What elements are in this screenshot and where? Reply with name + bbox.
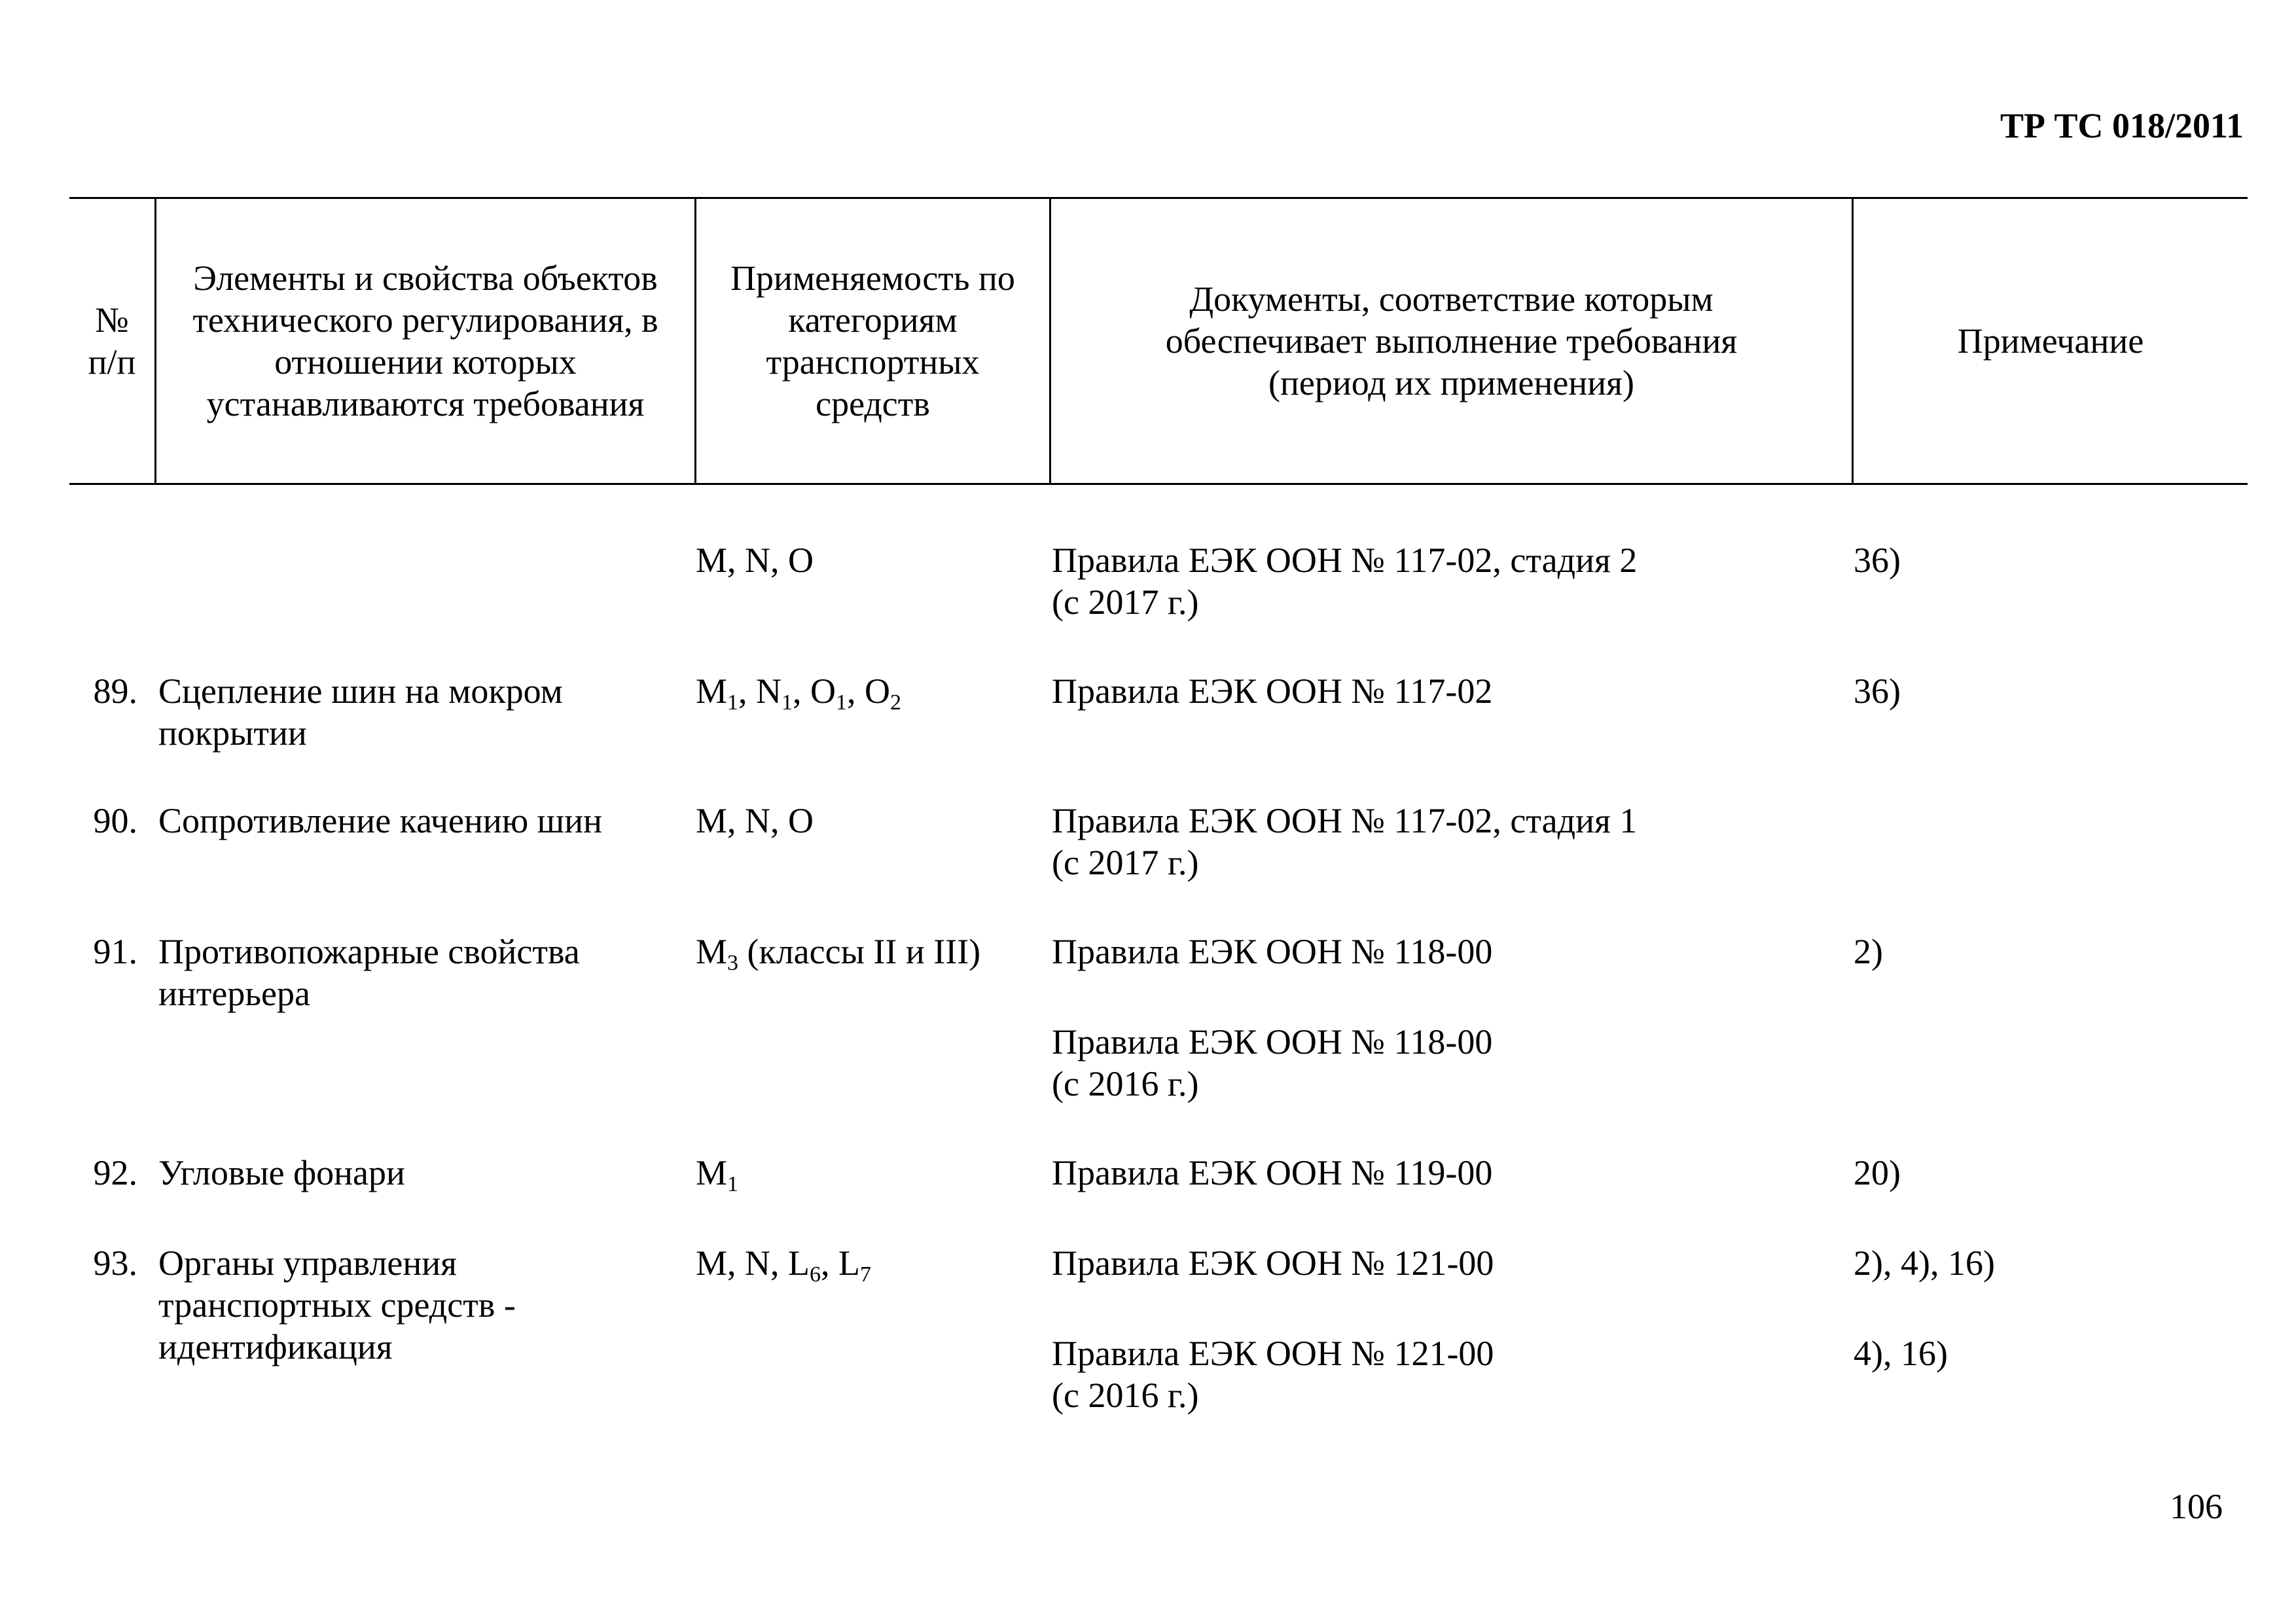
- row-applicability: $M_1$: [696, 1153, 739, 1196]
- row-applicability: M, N, O: [696, 801, 814, 840]
- header-elements: Элементы и свойства объектов технического регулирования, в отношении которых устанавливаются требования: [192, 259, 658, 423]
- header-applicability: Применяемость по категориям транспортных средств: [730, 259, 1015, 423]
- row-document: Правила ЕЭК ООН № 117-02: [1052, 671, 1493, 711]
- row-note: 2), 4), 16): [1854, 1243, 1995, 1283]
- row-number: 90.: [93, 801, 137, 840]
- row-note: 20): [1854, 1153, 1901, 1192]
- row-number: 93.: [93, 1243, 137, 1283]
- row-element: Угловые фонари: [158, 1153, 405, 1192]
- row-note: 36): [1854, 671, 1901, 711]
- row-document: Правила ЕЭК ООН № 117-02, стадия 1 (с 2017 г.): [1052, 801, 1638, 882]
- row-document: Правила ЕЭК ООН № 118-00 (с 2016 г.): [1052, 1022, 1493, 1103]
- header-note: Примечание: [1957, 321, 2144, 361]
- row-document: Правила ЕЭК ООН № 117-02, стадия 2 (с 2017 г.): [1052, 541, 1638, 622]
- row-applicability: $M_1$, $N_1$, $O_1$, $O_2$: [696, 671, 902, 715]
- header-num: № п/п: [88, 300, 136, 382]
- row-applicability: M, N, $L_6$, $L_7$: [696, 1243, 871, 1287]
- row-element: Сопротивление качению шин: [158, 801, 603, 840]
- row-document: Правила ЕЭК ООН № 121-00 (с 2016 г.): [1052, 1334, 1494, 1415]
- row-number: 92.: [93, 1153, 137, 1192]
- header-documents: Документы, соответствие которым обеспечивает выполнение требования (период их применения): [1165, 279, 1738, 402]
- row-document: Правила ЕЭК ООН № 118-00: [1052, 932, 1493, 971]
- row-applicability: M, N, O: [696, 541, 814, 580]
- document-code: ТР ТС 018/2011: [2000, 106, 2244, 145]
- row-note: 2): [1854, 932, 1883, 971]
- row-element: Противопожарные свойства интерьера: [158, 932, 580, 1013]
- row-note: 4), 16): [1854, 1334, 1948, 1373]
- row-number: 89.: [93, 671, 137, 711]
- row-document: Правила ЕЭК ООН № 119-00: [1052, 1153, 1493, 1192]
- row-number: 91.: [93, 932, 137, 971]
- row-document: Правила ЕЭК ООН № 121-00: [1052, 1243, 1494, 1283]
- row-note: 36): [1854, 541, 1901, 580]
- row-element: Сцепление шин на мокром покрытии: [158, 671, 563, 753]
- page-number: 106: [2170, 1487, 2223, 1526]
- row-element: Органы управления транспортных средств - идентификация: [158, 1243, 516, 1366]
- row-applicability: $M_3$ (классы II и III): [696, 932, 981, 975]
